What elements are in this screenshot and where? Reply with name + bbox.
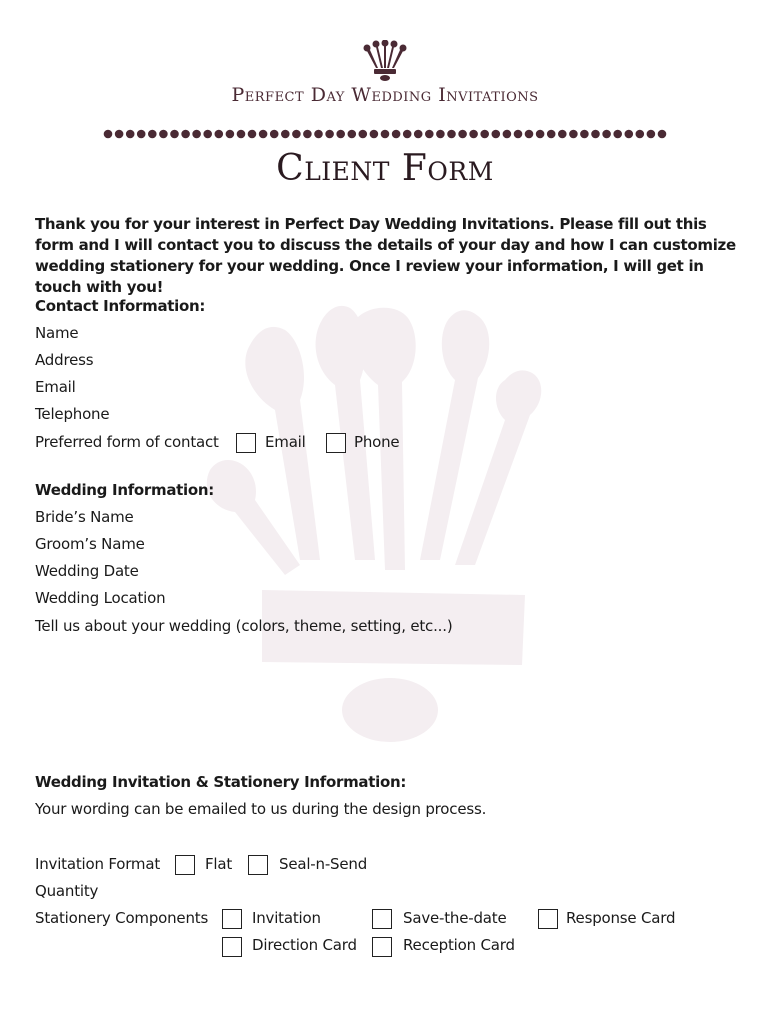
response-card-option-label: Response Card [566,909,676,927]
direction-card-checkbox[interactable] [222,937,242,957]
divider-dot [403,130,412,139]
divider-dot [414,130,423,139]
divider-dot [503,130,512,139]
divider-dot [170,130,179,139]
divider-dot [370,130,379,139]
flat-option-label: Flat [205,855,233,873]
divider-dot [348,130,357,139]
divider-dot [115,130,124,139]
invitation-checkbox[interactable] [222,909,242,929]
save-the-date-checkbox[interactable] [372,909,392,929]
groom-name-label: Groom’s Name [35,535,145,553]
response-card-checkbox[interactable] [538,909,558,929]
divider-dot [558,130,567,139]
stationery-components-label: Stationery Components [35,909,209,927]
divider-dot [636,130,645,139]
reception-card-option-label: Reception Card [403,936,515,954]
preferred-contact-label: Preferred form of contact [35,433,219,451]
divider-dot [480,130,489,139]
divider-dot [336,130,345,139]
divider-dot [126,130,135,139]
brand-name: Perfect Day Wedding Invitations [231,84,539,106]
page-title: Client Form [276,148,494,189]
divider-dot [104,130,113,139]
divider-dot [237,130,246,139]
divider-dot [514,130,523,139]
save-the-date-option-label: Save-the-date [403,909,507,927]
divider-dot [447,130,456,139]
crown-logo-icon [362,40,408,82]
wedding-date-label: Wedding Date [35,562,139,580]
divider-dot [536,130,545,139]
divider-dot [381,130,390,139]
divider-dot [148,130,157,139]
bride-name-label: Bride’s Name [35,508,134,526]
divider-dot [613,130,622,139]
divider-dot [647,130,656,139]
wording-note: Your wording can be emailed to us during the design process. [35,800,487,818]
quantity-label: Quantity [35,882,99,900]
email-label: Email [35,378,76,396]
direction-card-option-label: Direction Card [252,936,357,954]
divider-dot [569,130,578,139]
email-option-label: Email [265,433,306,451]
invitation-format-label: Invitation Format [35,855,161,873]
wedding-location-label: Wedding Location [35,589,166,607]
name-label: Name [35,324,79,342]
phone-checkbox[interactable] [326,433,346,453]
divider-dot [248,130,257,139]
divider-dot [492,130,501,139]
divider-dot [359,130,368,139]
address-label: Address [35,351,94,369]
divider-dot [658,130,667,139]
divider-dot [625,130,634,139]
seal-n-send-option-label: Seal-n-Send [279,855,368,873]
divider-dot [469,130,478,139]
divider-dot [226,130,235,139]
divider-dot [215,130,224,139]
invitation-option-label: Invitation [252,909,321,927]
divider-dot [303,130,312,139]
stationery-heading: Wedding Invitation & Stationery Information: [35,773,407,791]
divider-dot [137,130,146,139]
divider-dot [292,130,301,139]
divider-dot [547,130,556,139]
divider-dot [602,130,611,139]
divider-dot [181,130,190,139]
wedding-details-label: Tell us about your wedding (colors, theme, setting, etc...) [35,617,453,635]
divider-dot [203,130,212,139]
divider-dot [159,130,168,139]
divider-dot [192,130,201,139]
divider-dot [580,130,589,139]
divider-dot [259,130,268,139]
divider-dot [392,130,401,139]
divider-dot [314,130,323,139]
intro-text: Thank you for your interest in Perfect Day Wedding Invitations. Please fill out this form and I will contact you to discuss the details of your day and how I can customize wedding stationery for your wedding. Once I review your information, I will get in touch with you! [35,215,736,296]
reception-card-checkbox[interactable] [372,937,392,957]
flat-checkbox[interactable] [175,855,195,875]
dotted-divider [100,128,670,140]
wedding-heading: Wedding Information: [35,481,214,499]
telephone-label: Telephone [35,405,110,423]
divider-dot [525,130,534,139]
divider-dot [436,130,445,139]
phone-option-label: Phone [354,433,400,451]
divider-dot [281,130,290,139]
divider-dot [325,130,334,139]
divider-dot [458,130,467,139]
contact-heading: Contact Information: [35,297,206,315]
email-checkbox[interactable] [236,433,256,453]
divider-dot [591,130,600,139]
seal-n-send-checkbox[interactable] [248,855,268,875]
divider-dot [425,130,434,139]
divider-dot [270,130,279,139]
